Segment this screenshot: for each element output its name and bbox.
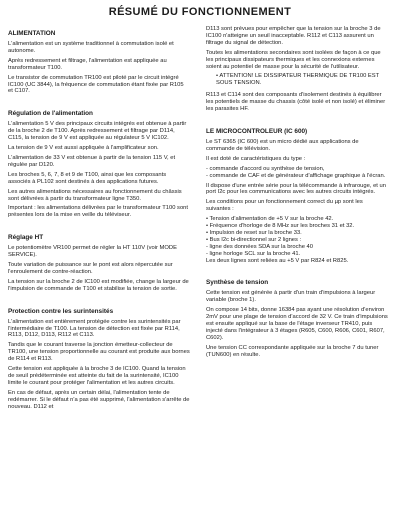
condition-list <box>206 216 388 264</box>
paragraph: Les conditions pour un fonctionnement correct du µp sont les suivantes : <box>206 199 363 213</box>
heading-alimentation: ALIMENTATION <box>8 30 56 37</box>
paragraph: La tension sur la broche 2 de IC100 est modifiée, change la largeur de l'impulsion de commande de T100 et stabilise la tension de sortie. <box>8 278 189 292</box>
list-item: • Impulsion de reset sur la broche 33. <box>206 229 302 236</box>
list-item: • Fréquence d'horloge de 8 MHz sur les broches 31 et 32. <box>206 223 355 230</box>
list-item: - commande de CAF et de générateur d'affichage graphique à l'écran. <box>206 172 386 179</box>
paragraph: L'alimentation est entièrement protégée contre les surintensités par l'intermédiaire de T100. La tension de détection est fixée par R114, R113, D112, D113, R112 et C113. <box>8 318 181 339</box>
heading-synthese: Synthèse de tension <box>206 279 269 287</box>
paragraph: Important : les alimentations délivrées par le transformateur T100 sont présentes lors de la mise en veille du téléviseur. <box>8 205 189 219</box>
paragraph: En cas de défaut, après un certain délai, l'alimentation tente de redémarrer. Si le défaut n'a pas été supprimé, l'alimentation s'arrête de nouveau. D112 et <box>8 389 190 410</box>
paragraph: On compose 14 bits, donne 16384 pas ayant une résolution d'environ 2mV pour une plage de tension d'accord de 32 V. Ce train d'impulsions est ensuite appliqué sur la base de l'étage inverseur TR410, puis injecté dans l'intégrateur à 3 étages (R605, C600, R606, C601, R607, C602). <box>206 307 388 341</box>
paragraph: Il est doté de caractéristiques du type : <box>206 155 306 162</box>
feature-list <box>206 166 388 180</box>
heading-microcontroleur: LE MICROCONTROLEUR (IC 600) <box>206 127 308 135</box>
paragraph: Tandis que le courant traverse la jonction émetteur-collecteur de TR100, une tension proportionnelle au courant est produite aux bornes de R114 et R113. <box>8 342 190 363</box>
paragraph: Le transistor de commutation TR100 est piloté par le circuit intégré IC100 (UC 3844), la fréquence de commutation étant fixée par R105 et C107. <box>8 74 184 95</box>
paragraph: Les broches 5, 6, 7, 8 et 9 de T100, ainsi que les composants associés à PL102 sont destinés à des applications futures. <box>8 171 167 185</box>
list-item: • Tension d'alimentation de +5 V sur la broche 42. <box>206 216 334 223</box>
paragraph: Cette tension est appliquée à la broche 3 de IC100. Quand la tension de seuil prédéterminée est atteinte du fait de la surintensité, IC100 limite le courant pour protéger l'alimentation et les autres circuits. <box>8 366 186 386</box>
paragraph: L'alimentation de 33 V est obtenue à partir de la tension 115 V, et régulée par D120. <box>8 154 176 168</box>
list-item: - ligne des données SDA sur la broche 40 <box>206 243 313 250</box>
paragraph: Toute variation de puissance sur le pont est alors répercutée sur l'enroulement de contre-réaction. <box>8 262 173 275</box>
paragraph: Il dispose d'une entrée série pour la télécommande à infrarouge, et un port I2c pour les communications avec les autres circuits intégrés. <box>206 182 386 196</box>
right-column <box>206 26 388 362</box>
list-item: - ligne horloge SCL sur la broche 41. <box>206 250 301 257</box>
paragraph: Cette tension est générée à partir d'un train d'impulsions à largeur variable (broche 1). <box>206 290 376 304</box>
heading-regulation: Régulation de l'alimentation <box>8 110 93 118</box>
paragraph: Après redressement et filtrage, l'alimentation est appliquée au transformateur T100. <box>8 57 167 71</box>
warning-note: • ATTENTION! LE DISSIPATEUR THERMIQUE DE TR100 EST SOUS TENSION. <box>216 73 380 87</box>
list-item: • Bus I2c bi-directionnel sur 2 lignes : <box>206 236 302 243</box>
paragraph: Les autres alimentations nécessaires au fonctionnement du châssis sont délivrées à partir du transformateur ligne T350. <box>8 188 182 202</box>
left-column <box>8 26 190 414</box>
heading-reglage-ht: Réglage HT <box>8 234 44 242</box>
paragraph: La tension de 9 V est aussi appliquée à l'amplificateur son. <box>8 145 159 152</box>
list-item: Les deux lignes sont reliées au +5 V par R824 et R825. <box>206 257 349 264</box>
paragraph: L'alimentation 5 V des principaux circuits intégrés est obtenue à partir de la broche 2 de T100. Après redressement et filtrage par D114, C115, la tension de 9 V est appliquée au régulateur 5 V IC102. <box>8 121 187 142</box>
list-item: - commande d'accord ou synthèse de tension, <box>206 165 325 172</box>
paragraph: L'alimentation est un système traditionnel à commutation isolé et autonome. <box>8 41 174 54</box>
page-title: RÉSUMÉ DU FONCTIONNEMENT <box>108 6 292 18</box>
paragraph: Le ST 6365 (IC 600) est un micro dédié aux applications de commande de télévision. <box>206 138 359 152</box>
paragraph: D113 sont prévues pour empêcher que la tension sur la broche 3 de IC100 n'atteigne un seuil inacceptable. R112 et C113 assurent un filtrage du signal de détection. <box>206 26 381 46</box>
paragraph: Toutes les alimentations secondaires sont isolées de façon à ce que les principaux dissipateurs thermiques et les connexions externes soient au potentiel de masse pour la sécurité de l'utilisateur. <box>206 49 381 70</box>
heading-protection: Protection contre les surintensités <box>8 307 114 315</box>
paragraph: Une tension CC correspondante appliquée sur la broche 7 du tuner (TUN600) en résulte. <box>206 344 379 358</box>
paragraph: Le potentiomètre VR100 permet de régler la HT 110V (voir MODE SERVICE). <box>8 245 177 259</box>
paragraph: R113 et C114 sont des composants d'isolement destinés à équilibrer les potentiels de masse du chassis (côté isolé et non isolé) et éliminer les parasites HF. <box>206 92 386 113</box>
